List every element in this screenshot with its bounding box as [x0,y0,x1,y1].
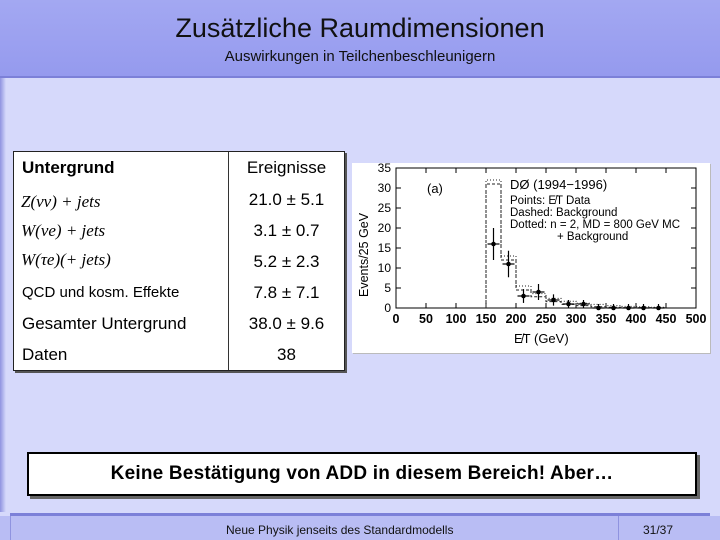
missing-et-plot [352,163,710,353]
conclusion-box [27,452,697,496]
table-row-label: W(τe)(+ jets) [21,250,111,269]
data-point [506,262,511,267]
table-row-label: Daten [22,345,68,364]
x-tick-label: 350 [595,312,617,326]
data-point [566,302,571,307]
x-tick-label: 0 [392,312,400,326]
slide-title: Zusätzliche Raumdimensionen [175,13,545,43]
footer-separator [10,516,11,540]
data-point [626,306,631,311]
slide-subtitle: Auswirkungen in Teilchenbeschleunigern [224,48,496,65]
y-tick-label: 15 [377,241,391,255]
legend-dotted-cont: + Background [557,231,629,243]
legend-dotted: Dotted: n = 2, MD = 800 GeV MC [510,219,681,231]
data-point [656,306,661,311]
legend-points: Points: E̸T Data [510,195,591,207]
title-bar [0,0,720,78]
table-row-label: Z(νν) + jets [21,192,101,211]
table-row-label: Gesamter Untergrund [22,314,187,333]
panel-label: (a) [427,181,443,196]
y-axis-label: Events/25 GeV [357,212,371,297]
table-header-ereignisse: Ereignisse [246,158,327,177]
table-row-value: 3.1 ± 0.7 [253,221,320,240]
x-tick-label: 250 [535,312,557,326]
footer-presentation-title: Neue Physik jenseits des Standardmodells [226,523,454,537]
x-axis-label: E̸T (GeV) [514,331,569,346]
footer-separator [618,516,619,540]
data-point [611,306,616,311]
experiment-label: DØ (1994−1996) [510,177,608,192]
y-tick-label: 0 [384,301,391,315]
table-row-value: 21.0 ± 5.1 [248,190,325,209]
conclusion-text: Keine Bestätigung von ADD in diesem Bereich! Aber… [110,463,614,484]
y-tick-label: 10 [377,261,391,275]
background-events-table [13,151,345,371]
table-row-value: 38 [277,345,296,364]
page-number: 31/37 [643,523,674,537]
data-point [641,306,646,311]
x-tick-label: 450 [655,312,677,326]
data-point [596,306,601,311]
x-tick-label: 150 [475,312,497,326]
y-tick-label: 30 [377,181,391,195]
table-row-value: 38.0 ± 9.6 [248,314,325,333]
x-tick-label: 200 [505,312,527,326]
x-tick-label: 50 [419,312,433,326]
table-row-value: 5.2 ± 2.3 [253,252,320,271]
data-point [581,302,586,307]
x-tick-label: 100 [445,312,467,326]
table-row-label: W(νe) + jets [21,221,106,240]
data-point [551,298,556,303]
x-tick-label: 300 [565,312,587,326]
x-tick-label: 400 [625,312,647,326]
y-tick-label: 35 [377,163,391,175]
y-tick-label: 25 [377,201,391,215]
table-row-label: QCD und kosm. Effekte [22,284,180,301]
y-tick-label: 20 [377,221,391,235]
y-tick-label: 5 [384,281,391,295]
x-tick-label: 500 [685,312,707,326]
left-shadow-decoration [0,78,6,512]
data-point [536,290,541,295]
data-point [491,242,496,247]
missing-et-plot-panel [352,163,710,353]
table-row-value: 7.8 ± 7.1 [253,283,320,302]
data-point [521,294,526,299]
legend-dashed: Dashed: Background [510,207,618,219]
footer-bar [0,516,720,540]
table-header-untergrund: Untergrund [22,158,115,177]
